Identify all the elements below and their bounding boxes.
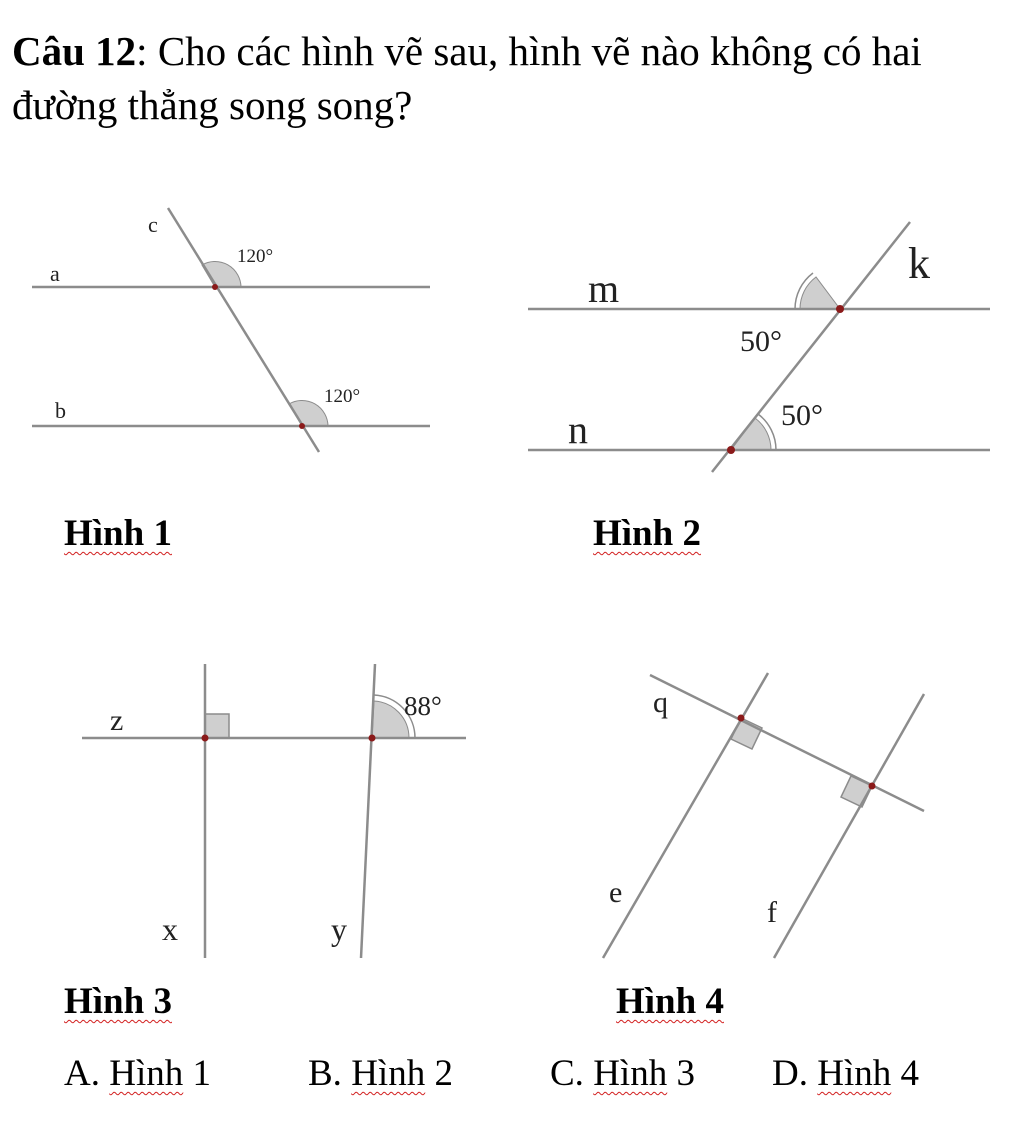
answer-word: Hình [109, 1053, 184, 1094]
answer-letter: B. [308, 1053, 352, 1094]
point [738, 715, 745, 722]
label-y: y [331, 911, 347, 947]
label-c: c [148, 212, 158, 237]
label-k: k [908, 239, 930, 288]
answer-word: Hình [817, 1053, 892, 1094]
label-f: f [767, 896, 777, 929]
point [727, 446, 735, 454]
angle-label: 88° [404, 691, 442, 721]
point [836, 305, 844, 313]
label-e: e [609, 876, 623, 909]
label-b: b [55, 398, 66, 423]
line-y [361, 664, 375, 958]
line-f [774, 694, 924, 958]
question-body: : Cho các hình vẽ sau, hình vẽ nào không có hai đường thẳng song song? [12, 28, 922, 128]
label-x: x [162, 911, 178, 947]
answer-number: 2 [425, 1053, 453, 1094]
label-m: m [588, 266, 620, 311]
question-number: Câu 12 [12, 28, 137, 74]
answer-number: 3 [667, 1053, 695, 1094]
figure-4-caption: Hình 4 [616, 981, 724, 1022]
answer-word: Hình [351, 1053, 426, 1094]
answer-letter: D. [772, 1053, 818, 1094]
angle-arc-top [800, 277, 840, 309]
answer-b[interactable] [308, 1052, 453, 1095]
point [212, 284, 218, 290]
angle-label-bottom: 50° [781, 399, 823, 432]
figure-2-caption: Hình 2 [593, 513, 701, 554]
label-q: q [653, 686, 668, 719]
answer-number: 4 [891, 1053, 919, 1094]
point [299, 423, 305, 429]
label-n: n [568, 407, 588, 452]
figure-2 [528, 222, 990, 472]
answer-c[interactable] [550, 1052, 695, 1095]
point [202, 735, 209, 742]
answer-letter: C. [550, 1053, 594, 1094]
figure-1-caption: Hình 1 [64, 513, 172, 554]
label-a: a [50, 261, 60, 286]
figure-4 [603, 673, 924, 958]
right-angle-mark [205, 714, 229, 738]
angle-label-top: 120° [237, 246, 274, 267]
figure-1 [32, 208, 430, 452]
answer-a[interactable] [64, 1052, 211, 1095]
angle-label-top: 50° [740, 325, 782, 358]
figure-3 [82, 664, 466, 958]
answer-d[interactable] [772, 1052, 919, 1095]
answer-letter: A. [64, 1053, 110, 1094]
point [369, 735, 376, 742]
line-q [650, 675, 924, 811]
answer-number: 1 [183, 1053, 211, 1094]
figure-3-caption: Hình 3 [64, 981, 172, 1022]
angle-label-bottom: 120° [324, 386, 361, 407]
answer-word: Hình [593, 1053, 668, 1094]
line-c [168, 208, 319, 452]
label-z: z [110, 704, 124, 737]
point [869, 783, 876, 790]
answer-options [0, 1052, 1024, 1102]
